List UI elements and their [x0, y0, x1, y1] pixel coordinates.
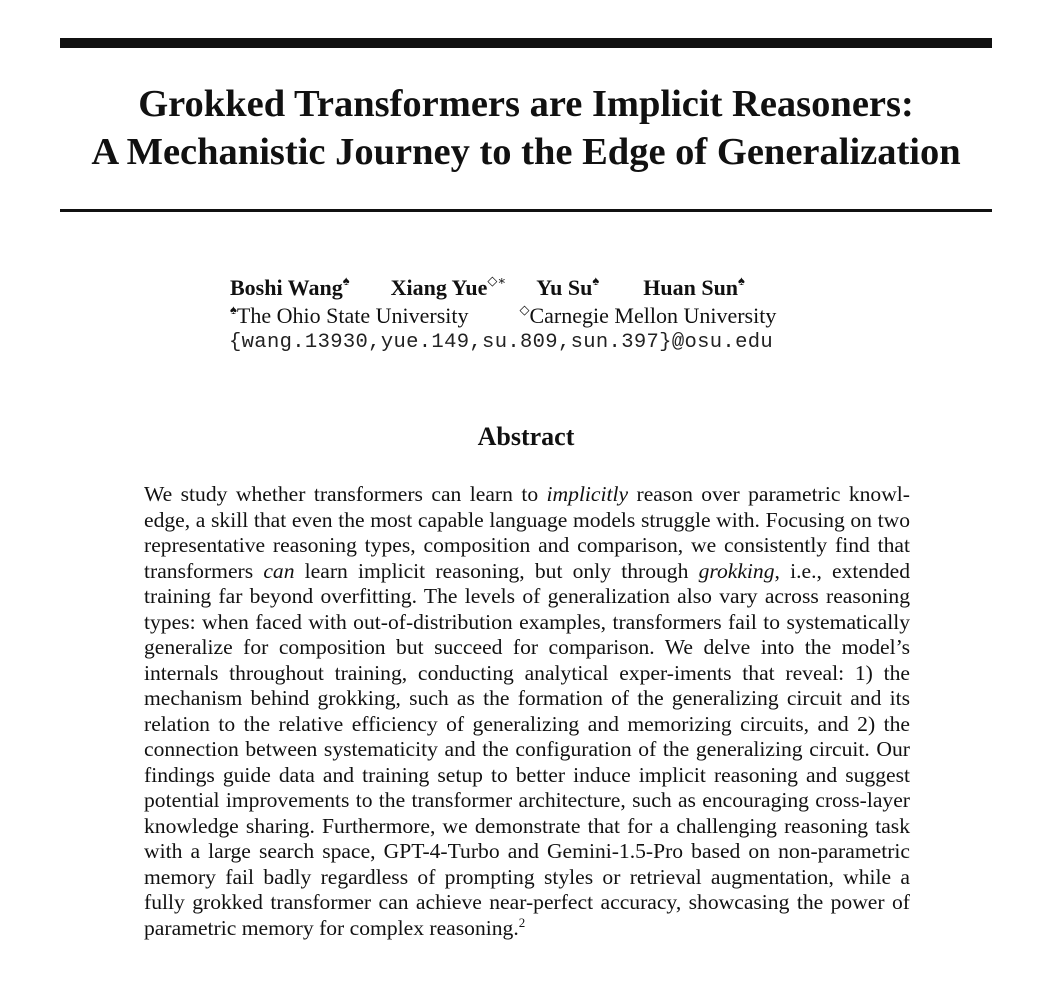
author-name: Xiang Yue	[390, 275, 488, 300]
author-name: Huan Sun	[643, 275, 739, 300]
affiliation-list	[230, 302, 776, 330]
title-line-2: A Mechanistic Journey to the Edge of Generalization	[91, 131, 961, 173]
author	[230, 274, 350, 302]
abstract-segment: , i.e., extended training far beyond overfitting. The levels of generalization also vary across reasoning types: when faced with out-of-distribution examples, transformers fail to systematically generalize for composition but succeed for comparison. We delve into the model’s internals throughout training, conducting analytical exper-iments that reveal: 1) the mechanism behind grokking, such as the formation of the generalizing circuit and its relation to the relative efficiency of generalizing and memorizing circuits, and 2) the connection between systematicity and the configuration of the generalizing circuit. Our findings guide data and training setup to better induce implicit reasoning and suggest potential improvements to the transformer architecture, such as encouraging cross-layer knowledge sharing. Furthermore, we demonstrate that for a challenging reasoning task with a large search space, GPT-4-Turbo and Gemini-1.5-Pro based on non-parametric memory fail badly regardless of prompting styles or retrieval augmentation, while a fully grokked transformer can achieve near-perfect accuracy, showcasing the power of parametric memory for complex reasoning.	[144, 558, 910, 940]
author-name: Boshi Wang	[230, 275, 343, 300]
abstract-text	[144, 482, 910, 941]
author-list	[230, 274, 776, 302]
footnote-marker: 2	[518, 914, 526, 930]
abstract-emphasis: can	[263, 558, 295, 583]
author-name: Yu Su	[536, 275, 593, 300]
abstract-segment: reason over parametric knowl-edge, a skill that even the most capable language models struggle with. Focusing on two representative reasoning types, composition and comparison, we consistently find that transformers	[144, 482, 910, 583]
affiliation-mark: ◇∗	[487, 272, 507, 288]
title-top-rule	[60, 38, 992, 48]
title-line-1: Grokked Transformers are Implicit Reasoners:	[138, 83, 914, 125]
affiliation-name: The Ohio State University	[236, 303, 469, 328]
title-bottom-rule	[60, 209, 992, 212]
affiliation-mark: ♠	[230, 301, 237, 317]
author	[391, 274, 507, 302]
abstract-segment: learn implicit reasoning, but only through	[294, 558, 699, 583]
abstract-emphasis: implicitly	[546, 482, 629, 506]
author-emails: {wang.13930,yue.149,su.809,sun.397}@osu.edu	[229, 331, 774, 354]
abstract-heading: Abstract	[477, 422, 575, 451]
paper-title	[40, 80, 1012, 176]
affiliation-mark: ♠	[592, 272, 600, 288]
abstract-segment: We study whether transformers can learn to	[144, 482, 547, 506]
affiliation-mark: ◇	[519, 301, 530, 317]
affiliation-mark: ♠	[342, 272, 350, 288]
author	[536, 274, 599, 302]
affiliation-name: Carnegie Mellon University	[529, 303, 777, 328]
author-block	[230, 274, 776, 330]
abstract-emphasis: grokking	[698, 558, 775, 583]
affiliation-mark: ♠	[738, 272, 745, 288]
author	[643, 274, 745, 302]
